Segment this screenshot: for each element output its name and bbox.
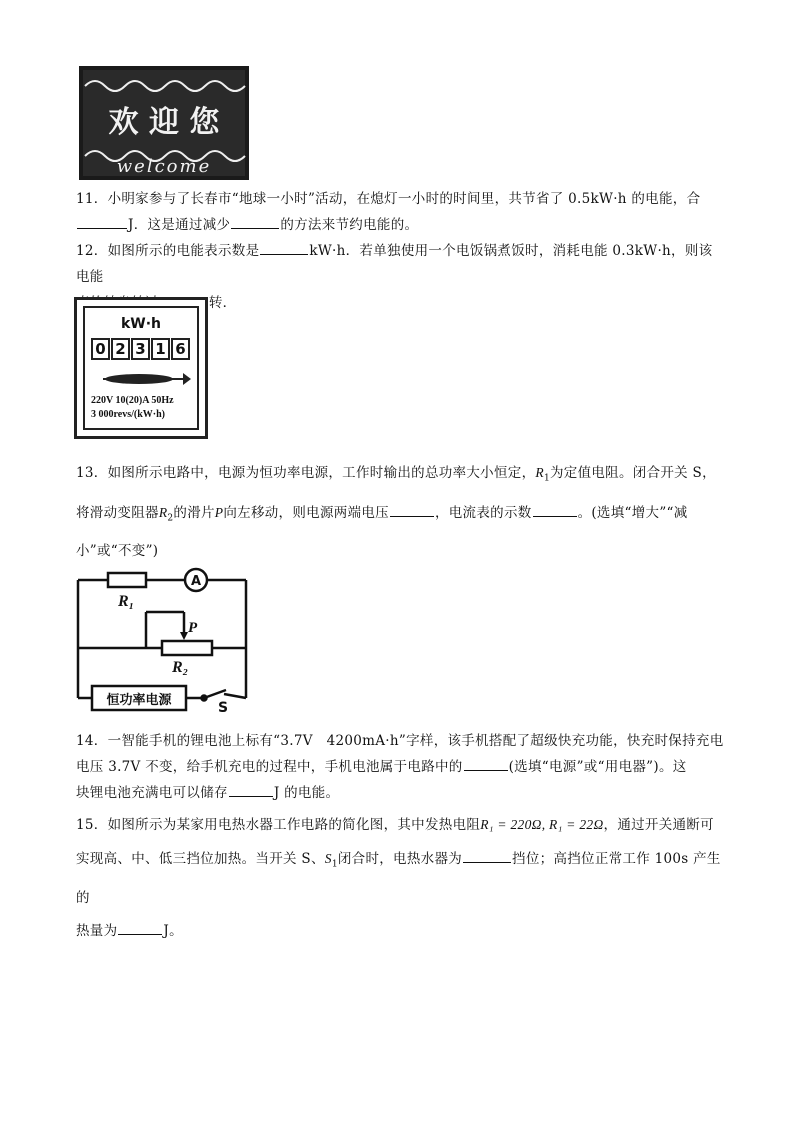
q13-blank-1[interactable]: [390, 501, 434, 517]
q13-p-var: P: [214, 504, 224, 520]
q14-line3b: J 的电能。: [273, 785, 340, 801]
meter-digit: 1: [151, 338, 170, 360]
circuit-source-label: 恒功率电源: [106, 693, 172, 708]
q15-p2b: 闭合时，电热水器为: [337, 851, 463, 867]
circuit-r1-label: R₁: [118, 593, 135, 610]
meter-digit: 0: [91, 338, 110, 360]
welcome-main-text: 欢 迎 您: [108, 105, 220, 140]
q14-blank-1[interactable]: [464, 755, 508, 771]
q13-p1-end: 为定值电阻。闭合开关 S，: [549, 465, 716, 481]
q11-text-2: J．这是通过减少: [128, 217, 231, 233]
q15-blank-2[interactable]: [118, 919, 162, 935]
meter-spec-line2: 3 000revs/(kW·h): [91, 409, 165, 420]
meter-disk-arrow-icon: [99, 370, 191, 388]
meter-spec: [91, 394, 174, 422]
meter-digit: 2: [111, 338, 130, 360]
q15-blank-1[interactable]: [463, 847, 511, 863]
q15-p3a: 热量为: [76, 922, 118, 939]
q14-line2b: (选填“电源”或“用电器”)。这: [508, 759, 687, 775]
q13-p3: 小”或“不变”): [76, 543, 159, 560]
q12-part1: 12．如图所示的电能表示数是: [76, 243, 260, 259]
q14-line3a: 块锂电池充满电可以储存: [76, 785, 228, 801]
question-15: [76, 808, 726, 948]
meter-digit: 6: [171, 338, 190, 360]
q15-p1a: 15．如图所示为某家用电热水器工作电路的简化图，其中发热电阻: [76, 817, 481, 833]
q13-blank-2[interactable]: [533, 501, 577, 517]
question-14: [76, 728, 726, 806]
q13-r1-var: R: [535, 465, 544, 480]
question-11: [76, 186, 726, 238]
q11-blank-1[interactable]: [77, 213, 127, 229]
q15-p2a: 实现高、中、低三挡位加热。当开关 S、: [76, 851, 325, 867]
q14-line1: 14．一智能手机的锂电池上标有“3.7V 4200mA·h”字样，该手机搭配了超级快充功能，快充时保持充电: [76, 733, 724, 749]
meter-digit: 3: [131, 338, 150, 360]
q15-p2c: 挡位；高挡位正常工作 100s 产生的: [76, 851, 721, 906]
question-13: [76, 456, 726, 568]
welcome-sign-image: [79, 66, 249, 180]
q15-s1-var: S: [324, 851, 332, 866]
circuit-diagram: [72, 566, 256, 716]
q13-r2-sub: 2: [167, 513, 174, 524]
q15-p3b: J。: [163, 922, 183, 939]
circuit-p-label: P: [188, 620, 198, 636]
q12-part4: 转．: [208, 295, 237, 311]
meter-panel: [83, 306, 199, 430]
electric-meter-figure: [74, 297, 208, 439]
q12-part2: kW·h．若单独使用一个电饭锅煮饭时，消耗电能 0.3kW·h，则该电能: [76, 243, 713, 285]
q11-blank-2[interactable]: [231, 213, 279, 229]
q12-blank-1[interactable]: [260, 239, 308, 255]
meter-spec-line1: 220V 10(20)A 50Hz: [91, 395, 174, 406]
welcome-sub-text: welcome: [116, 156, 212, 177]
q13-p1: 13．如图所示电路中，电源为恒功率电源，工作时输出的总功率大小恒定，: [76, 465, 536, 481]
circuit-r2-label: R₂: [172, 659, 189, 676]
circuit-ammeter-label: A: [190, 574, 202, 589]
q13-p2-mid2: 向左移动，则电源两端电压: [223, 504, 389, 521]
q15-s1-sub: 1: [331, 859, 338, 870]
q15-formula: R₁ = 220Ω, R₁ = 22Ω: [480, 817, 604, 832]
q13-r2-var: R: [158, 504, 168, 520]
q13-p2: 将滑动变阻器: [76, 504, 159, 521]
q15-p1b: ，通过开关通断可: [603, 817, 714, 833]
meter-unit-label: kW·h: [120, 316, 162, 332]
meter-digits: [91, 338, 191, 360]
q13-p2-mid: 的滑片: [173, 504, 215, 521]
q13-r1-sub: 1: [543, 473, 550, 484]
circuit-switch-label: S: [218, 700, 229, 716]
q11-text-3: 的方法来节约电能的。: [280, 217, 419, 233]
slider-arrow-icon: [180, 632, 188, 640]
q14-blank-2[interactable]: [229, 781, 273, 797]
q13-p2-mid3: ，电流表的示数: [434, 504, 532, 521]
q13-p2-end: 。(选填“增大”“减: [577, 504, 688, 521]
q11-line1: 11．小明家参与了长春市“地球一小时”活动，在熄灯一小时的时间里，共节省了 0.5kW·h 的电能，合: [76, 191, 701, 207]
q14-line2a: 电压 3.7V 不变，给手机充电的过程中，手机电池属于电路中的: [76, 759, 463, 775]
